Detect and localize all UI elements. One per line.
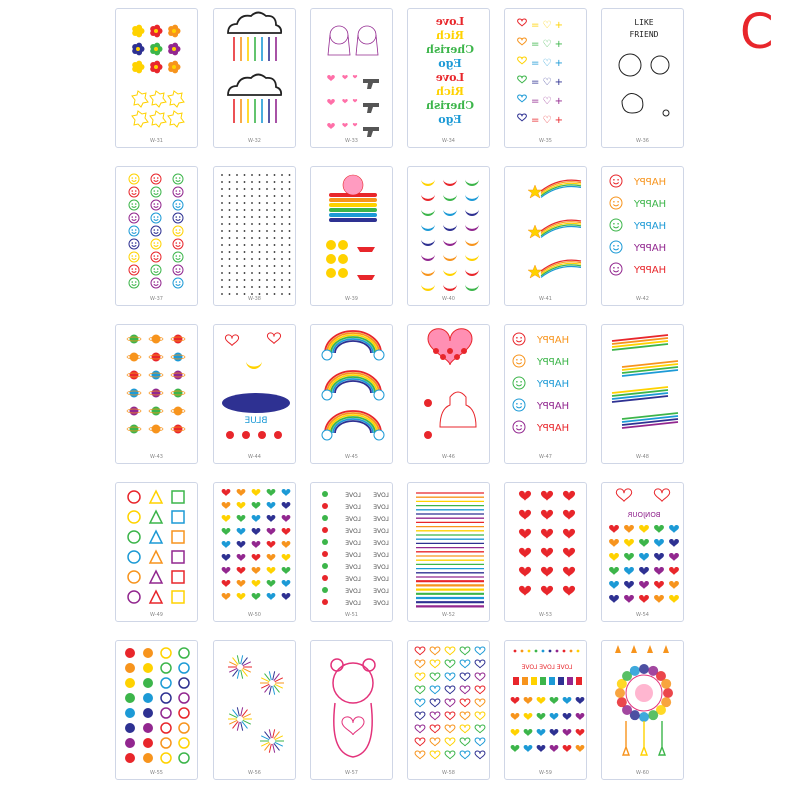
tattoo-sheet (407, 166, 490, 306)
svg-text:LOVE: LOVE (373, 492, 389, 499)
tattoo-sheet (601, 482, 684, 622)
svg-text:Cherish: Cherish (426, 99, 474, 112)
svg-text:LOVE: LOVE (373, 588, 389, 595)
heart-equation-icon (505, 9, 587, 141)
svg-text:LOVE: LOVE (373, 600, 389, 607)
sheet-code: W-56 (248, 770, 261, 776)
moon-phase-icon (116, 641, 198, 773)
cat-cake-icon (311, 167, 393, 299)
love-love-mix-art (505, 641, 587, 773)
svg-text:LOVE: LOVE (345, 564, 361, 571)
sheet-code: W-49 (150, 612, 163, 618)
svg-text:HAPPY: HAPPY (536, 401, 570, 412)
svg-text:Love: Love (435, 71, 465, 84)
svg-text:Rich: Rich (435, 85, 465, 98)
svg-text:HAPPY: HAPPY (633, 265, 667, 276)
outline-heart-icon (408, 641, 490, 773)
heart-grid-icon (214, 483, 296, 615)
sheet-code: W-36 (636, 138, 649, 144)
girls-and-water-guns-art (311, 9, 393, 141)
svg-text:= ♡ +: = ♡ + (530, 115, 564, 126)
tattoo-sheet (310, 482, 393, 622)
tattoo-sheet (213, 166, 296, 306)
tattoo-sheet (213, 324, 296, 464)
svg-text:LOVE: LOVE (345, 576, 361, 583)
svg-text:HAPPY: HAPPY (633, 243, 667, 254)
tattoo-sheet (310, 640, 393, 780)
sheet-code: W-32 (248, 138, 261, 144)
svg-text:BONJOUR: BONJOUR (627, 511, 661, 519)
sheet-code: W-46 (442, 454, 455, 460)
shooting-star-icon (505, 167, 587, 299)
svg-text:BLUE: BLUE (244, 416, 268, 426)
sheet-code: W-39 (345, 296, 358, 302)
svg-text:LOVE: LOVE (345, 504, 361, 511)
sheet-code: W-59 (539, 770, 552, 776)
firework-icon (214, 641, 296, 773)
sheet-code: W-58 (442, 770, 455, 776)
svg-text:LIKE: LIKE (634, 18, 654, 27)
tattoo-sheet (115, 482, 198, 622)
svg-text:HAPPY: HAPPY (536, 335, 570, 346)
moon-night-blue-art (214, 325, 296, 457)
svg-text:HAPPY: HAPPY (633, 177, 667, 188)
bonjour-hearts-art (602, 483, 684, 615)
dot-grid-art (214, 167, 296, 299)
sheet-code: W-34 (442, 138, 455, 144)
rainbow-cloud-icon (311, 325, 393, 457)
svg-text:= ♡ +: = ♡ + (530, 96, 564, 107)
svg-text:Ego: Ego (438, 113, 462, 126)
sheet-code: W-35 (539, 138, 552, 144)
svg-text:Ego: Ego (438, 57, 462, 70)
sheet-code: W-37 (150, 296, 163, 302)
love-text-dots-art (311, 483, 393, 615)
svg-text:= ♡ +: = ♡ + (530, 20, 564, 31)
tattoo-sheet (213, 8, 296, 148)
svg-text:LOVE: LOVE (345, 600, 361, 607)
tattoo-sheet (115, 8, 198, 148)
sheet-code: W-53 (539, 612, 552, 618)
red-heart-icon (505, 483, 587, 615)
sheet-code: W-57 (345, 770, 358, 776)
sheet-code: W-52 (442, 612, 455, 618)
svg-text:HAPPY: HAPPY (536, 423, 570, 434)
tattoo-sheet (407, 482, 490, 622)
sheet-code: W-47 (539, 454, 552, 460)
tattoo-sheet (310, 324, 393, 464)
svg-text:HAPPY: HAPPY (536, 357, 570, 368)
svg-text:LOVE: LOVE (345, 588, 361, 595)
tattoo-sheet (213, 482, 296, 622)
sheet-code: W-42 (636, 296, 649, 302)
sheet-code: W-31 (150, 138, 163, 144)
color-stripe-icon (408, 483, 490, 615)
flower-icon (116, 9, 198, 141)
svg-text:LOVE: LOVE (345, 516, 361, 523)
like-friend-art (602, 9, 684, 141)
tattoo-sheet (504, 166, 587, 306)
sheet-code: W-60 (636, 770, 649, 776)
svg-text:HAPPY: HAPPY (633, 199, 667, 210)
planet-icon (116, 325, 198, 457)
svg-text:LOVE: LOVE (373, 552, 389, 559)
sheet-code: W-48 (636, 454, 649, 460)
tattoo-sheet (115, 324, 198, 464)
svg-text:= ♡ +: = ♡ + (530, 58, 564, 69)
happy-smile-art (505, 325, 587, 457)
svg-text:LOVE: LOVE (373, 576, 389, 583)
tattoo-sheet (407, 640, 490, 780)
svg-text:LOVE: LOVE (345, 528, 361, 535)
sheet-code: W-55 (150, 770, 163, 776)
word-stack-art (408, 9, 490, 141)
svg-text:Rich: Rich (435, 29, 465, 42)
svg-text:Love: Love (435, 15, 465, 28)
emoji-face-icon (116, 167, 198, 299)
svg-text:HAPPY: HAPPY (536, 379, 570, 390)
tattoo-sheet (310, 8, 393, 148)
variant-letter: C (740, 4, 774, 60)
crescent-icon (408, 167, 490, 299)
tattoo-sheet (601, 8, 684, 148)
rainbow-line-icon (602, 325, 684, 457)
tattoo-sheet (310, 166, 393, 306)
tattoo-sheet (213, 640, 296, 780)
svg-text:LOVE: LOVE (373, 564, 389, 571)
tattoo-sheet (601, 640, 684, 780)
tattoo-sheet (504, 640, 587, 780)
bear-outline-icon (311, 641, 393, 773)
tattoo-sheet (407, 324, 490, 464)
happy-smile-art (602, 167, 684, 299)
svg-text:LOVE: LOVE (373, 528, 389, 535)
tattoo-sheet (407, 8, 490, 148)
tattoo-sheet (115, 640, 198, 780)
sheet-code: W-43 (150, 454, 163, 460)
sheet-code: W-54 (636, 612, 649, 618)
svg-text:LOVE: LOVE (373, 504, 389, 511)
tattoo-sheet (504, 482, 587, 622)
shape-outline-icon (116, 483, 198, 615)
tattoo-sheet (504, 8, 587, 148)
svg-text:= ♡ +: = ♡ + (530, 39, 564, 50)
lion-dreamcatcher-icon (602, 641, 684, 773)
svg-text:HAPPY: HAPPY (633, 221, 667, 232)
svg-text:LOVE: LOVE (373, 540, 389, 547)
svg-text:LOVE: LOVE (373, 516, 389, 523)
svg-text:LOVE: LOVE (345, 540, 361, 547)
sheet-code: W-40 (442, 296, 455, 302)
sheet-code: W-51 (345, 612, 358, 618)
svg-text:LOVE LOVE LOVE: LOVE LOVE LOVE (521, 664, 573, 671)
sheet-code: W-50 (248, 612, 261, 618)
tattoo-sheet (601, 324, 684, 464)
strawberry-heart-alpaca-art (408, 325, 490, 457)
rain-cloud-icon (214, 9, 296, 141)
svg-text:= ♡ +: = ♡ + (530, 77, 564, 88)
sheet-code: W-33 (345, 138, 358, 144)
sheet-code: W-41 (539, 296, 552, 302)
sheet-code: W-45 (345, 454, 358, 460)
tattoo-sheet (504, 324, 587, 464)
svg-text:FRIEND: FRIEND (629, 30, 659, 39)
svg-text:Cherish: Cherish (426, 43, 474, 56)
sheet-code: W-44 (248, 454, 261, 460)
svg-text:LOVE: LOVE (345, 492, 361, 499)
svg-text:LOVE: LOVE (345, 552, 361, 559)
tattoo-sheet (115, 166, 198, 306)
sheet-code: W-38 (248, 296, 261, 302)
tattoo-sheet (601, 166, 684, 306)
